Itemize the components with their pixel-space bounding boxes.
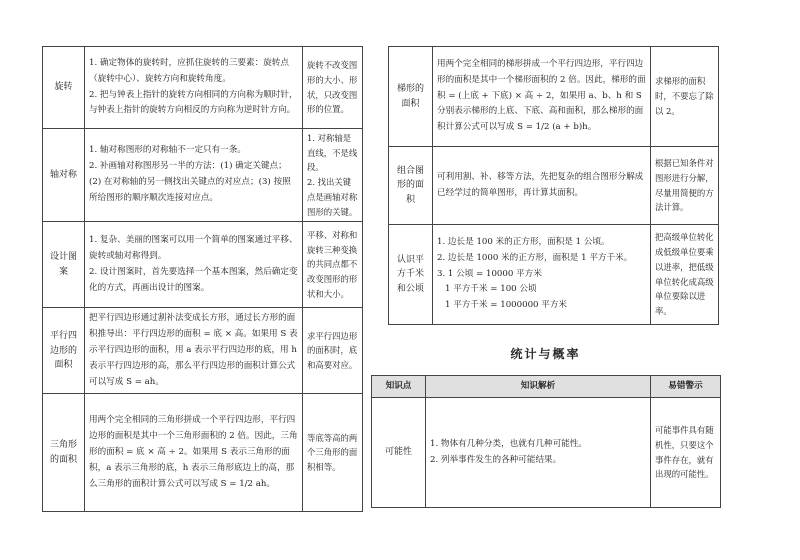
table-row: [43, 47, 363, 129]
analysis-line: 1. 确定物体的旋转时，应抓住旋转的三要素：旋转点（旋转中心）、旋转方向和旋转角度。: [89, 57, 289, 84]
analysis-line: 用两个完全相同的梯形拼成一个平行四边形，平行四边形的面积是其中一个梯形面积的 2 倍。因此，梯形的面积 = (上底 + 下底) × 高 ÷ 2，如果用 a、b、h 和 S 分别表示梯形的上底、下底、高和面积，那么梯形的面积计算公式可以写成 S = 1/2 (a + b)h。: [437, 58, 646, 133]
analysis-line: 2. 列举事件发生的各种可能结果。: [430, 454, 562, 465]
topic-cell: 可能性: [372, 398, 426, 508]
table-row: [43, 308, 363, 394]
analysis-line: 1. 轴对称图形的对称轴不一定只有一条。: [89, 145, 247, 156]
warning-cell: 根据已知条件对图形进行分解，尽量用简便的方法计算。: [651, 147, 719, 225]
analysis-line: 2. 把与钟表上指针的旋转方向相同的方向称为顺时针，与钟表上指针的旋转方向相反的方向称为逆时针方向。: [89, 89, 298, 116]
topic-cell: 轴对称: [43, 129, 85, 222]
topic-cell: 设计图案: [43, 222, 85, 308]
analysis-cell: [85, 129, 303, 222]
table-row: [372, 398, 721, 508]
header-analysis: 知识解析: [426, 376, 651, 398]
topic-cell: 认识平方千米和公顷: [389, 225, 433, 325]
topic-cell: 平行四边形的面积: [43, 308, 85, 394]
analysis-cell: [85, 308, 303, 394]
warning-cell: 求梯形的面积时，不要忘了除以 2。: [651, 47, 719, 147]
topic-cell: 组合图形的面积: [389, 147, 433, 225]
analysis-cell: [433, 47, 651, 147]
left-knowledge-table: [42, 46, 363, 512]
analysis-line: 2. 设计图案时，首先要选择一个基本图案，然后确定变化的方式，再画出设计的图案。: [89, 266, 298, 293]
analysis-line: 1 平方千米 = 100 公顷: [445, 284, 537, 295]
analysis-line: 1. 复杂、美丽的图案可以用一个简单的图案通过平移、旋转或轴对称得到。: [89, 234, 298, 261]
analysis-cell: [426, 398, 651, 508]
analysis-line: 1. 物体有几种分类，也就有几种可能性。: [430, 438, 588, 449]
header-warning: 易错警示: [651, 376, 721, 398]
analysis-line: 用两个完全相同的三角形拼成一个平行四边形，平行四边形的面积是其中一个三角形面积的 2 倍。因此，三角形的面积 = 底 × 高 ÷ 2。如果用 S 表示三角形的面积，a 表示三角形的底，h 表示三角形底边上的高，那么三角形的面积计算公式可以写成 S = 1/2 ah。: [89, 414, 298, 489]
analysis-cell: [85, 222, 303, 308]
analysis-line: 1. 边长是 100 米的正方形，面积是 1 公顷。: [437, 236, 610, 247]
analysis-line: 2. 边长是 1000 米的正方形，面积是 1 平方千米。: [437, 252, 633, 263]
section-title: 统计与概率: [510, 347, 581, 361]
topic-cell: 三角形的面积: [43, 394, 85, 512]
warning-cell: 旋转不改变图形的大小、形状，只改变图形的位置。: [303, 47, 363, 129]
analysis-cell: [85, 394, 303, 512]
analysis-cell: [433, 147, 651, 225]
warning-cell: 可能事件具有随机性，只要这个事件存在，就有出现的可能性。: [651, 398, 721, 508]
analysis-line: 可利用割、补、移等方法，先把复杂的组合图形分解成已经学过的简单图形，再计算其面积。: [437, 171, 644, 198]
topic-cell: 梯形的面积: [389, 47, 433, 147]
table-header-row: [372, 376, 721, 398]
warning-cell: 把高级单位转化成低级单位要乘以进率，把低级单位转化成高级单位要除以进率。: [651, 225, 719, 325]
analysis-cell: [85, 47, 303, 129]
table-row: [43, 222, 363, 308]
header-topic: 知识点: [372, 376, 426, 398]
statistics-table: [371, 375, 721, 508]
table-row: [389, 47, 719, 147]
analysis-line: 把平行四边形通过割补法变成长方形，通过长方形的面积推导出：平行四边形的面积 = 底 × 高。如果用 S 表示平行四边形的面积，用 a 表示平行四边形的底，用 h 表示平行四边形的高，那么平行四边形的面积计算公式可以写成 S = ah。: [89, 312, 298, 387]
table-row: [43, 129, 363, 222]
warning-cell: 求平行四边形的面积时，底和高要对应。: [303, 308, 363, 394]
topic-cell: 旋转: [43, 47, 85, 129]
warning-cell: 1. 对称轴是直线，不是线段。 2. 找出关键点是画轴对称图形的关键。: [303, 129, 363, 222]
analysis-line: 3. 1 公顷 = 10000 平方米: [437, 268, 542, 279]
table-row: [389, 225, 719, 325]
right-knowledge-table: [388, 46, 719, 325]
table-row: [43, 394, 363, 512]
analysis-line: 1 平方千米 = 1000000 平方米: [445, 300, 568, 311]
table-row: [389, 147, 719, 225]
analysis-cell: [433, 225, 651, 325]
warning-cell: 平移、对称和旋转三种变换的共同点都不改变图形的形状和大小。: [303, 222, 363, 308]
analysis-line: 2. 补画轴对称图形另一半的方法：(1) 确定关键点；(2) 在对称轴的另一侧找出关键点的对应点；(3) 按照所给图形的顺序顺次连接对应点。: [89, 161, 291, 203]
warning-cell: 等底等高的两个三角形的面积相等。: [303, 394, 363, 512]
